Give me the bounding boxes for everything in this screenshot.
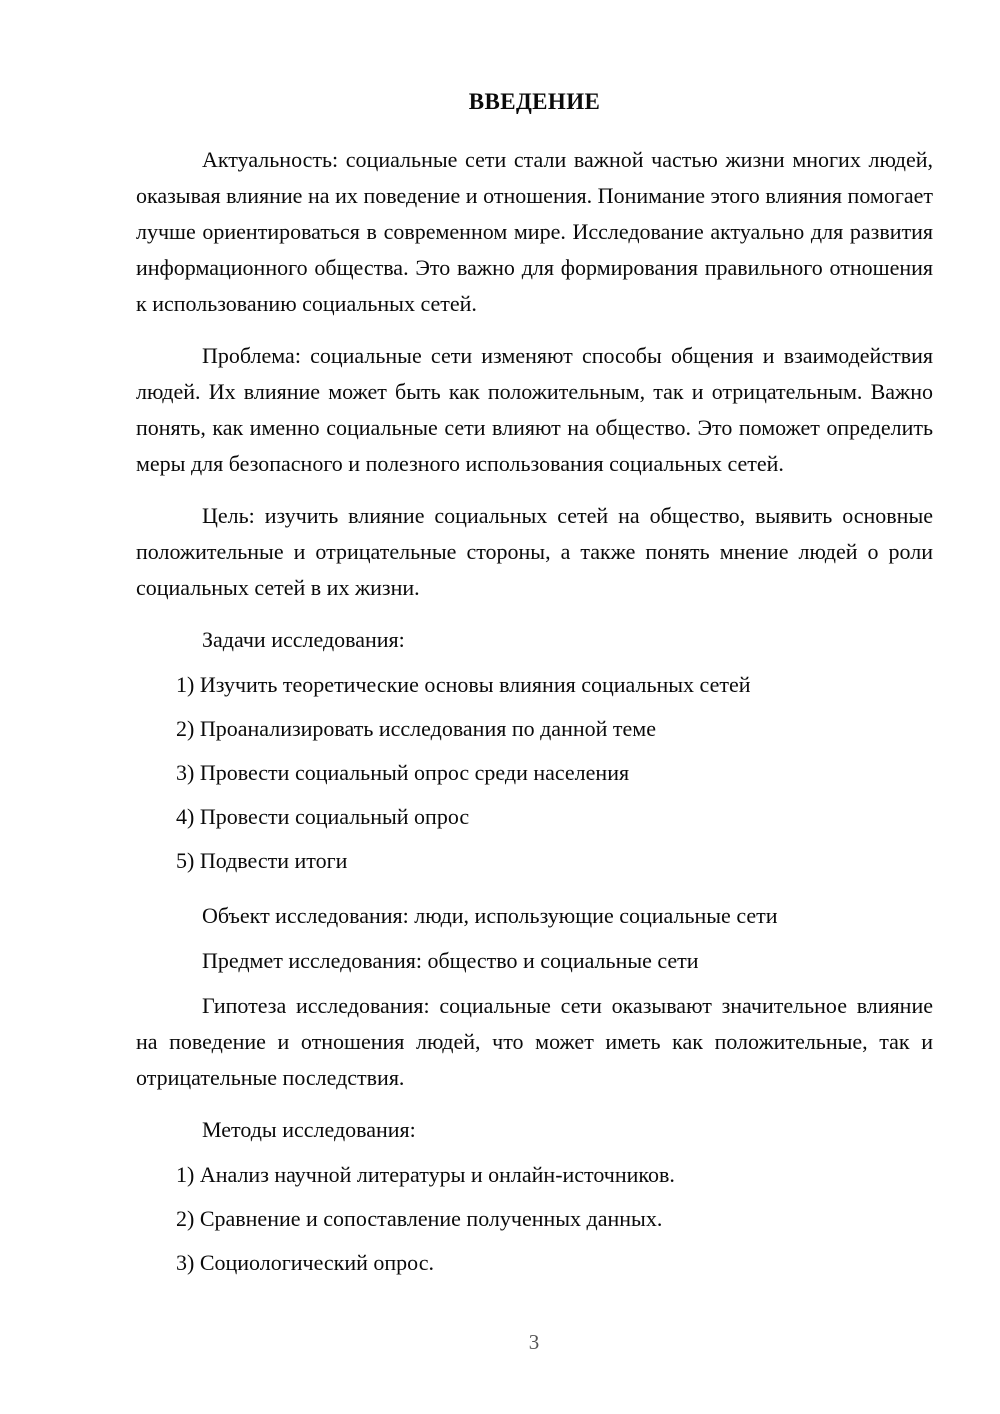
- list-item: 5) Подвести итоги: [176, 847, 348, 873]
- section-spacer: [136, 887, 933, 898]
- list-item: 2) Сравнение и сопоставление полученных данных.: [176, 1205, 663, 1231]
- paragraph-spacer: [136, 491, 933, 498]
- research-subject: Предмет исследования: общество и социальные сети: [202, 947, 699, 973]
- paragraph-hypothesis: Гипотеза исследования: социальные сети оказывают значительное влияние на поведение и отношения людей, что может иметь как положительные, так и отрицательные последствия.: [136, 992, 933, 1090]
- list-item: 3) Провести социальный опрос среди населения: [176, 759, 630, 785]
- paragraph-spacer: [136, 1105, 933, 1112]
- list-item: 4) Провести социальный опрос: [176, 803, 470, 829]
- list-item: 3) Социологический опрос.: [176, 1249, 434, 1275]
- page-content: [136, 88, 933, 1289]
- paragraph-relevance: Актуальность: социальные сети стали важной частью жизни многих людей, оказывая влияние на их поведение и отношения. Понимание этого влияния помогает лучше ориентироваться в современном мире. Исследование актуально для развития информационного общества. Это важно для формирования правильного отношения к использованию социальных сетей.: [136, 146, 933, 316]
- paragraph-goal: Цель: изучить влияние социальных сетей на общество, выявить основные положительные и отрицательные стороны, а также понять мнение людей о роли социальных сетей в их жизни.: [136, 502, 933, 600]
- list-item: 2) Проанализировать исследования по данной теме: [176, 715, 656, 741]
- page-title: ВВЕДЕНИЕ: [468, 89, 601, 114]
- list-item: 1) Анализ научной литературы и онлайн-источников.: [176, 1161, 675, 1187]
- tasks-heading: Задачи исследования:: [202, 626, 405, 652]
- methods-list: [136, 1157, 933, 1281]
- paragraph-spacer: [136, 331, 933, 338]
- tasks-list: [136, 667, 933, 879]
- methods-heading: Методы исследования:: [202, 1116, 416, 1142]
- list-item: 1) Изучить теоретические основы влияния социальных сетей: [176, 671, 751, 697]
- page-number: 3: [528, 1330, 540, 1354]
- paragraph-spacer: [136, 615, 933, 622]
- paragraph-problem: Проблема: социальные сети изменяют способы общения и взаимодействия людей. Их влияние может быть как положительным, так и отрицательным. Важно понять, как именно социальные сети влияют на общество. Это поможет определить меры для безопасного и полезного использования социальных сетей.: [136, 342, 933, 476]
- research-object: Объект исследования: люди, использующие социальные сети: [202, 902, 778, 928]
